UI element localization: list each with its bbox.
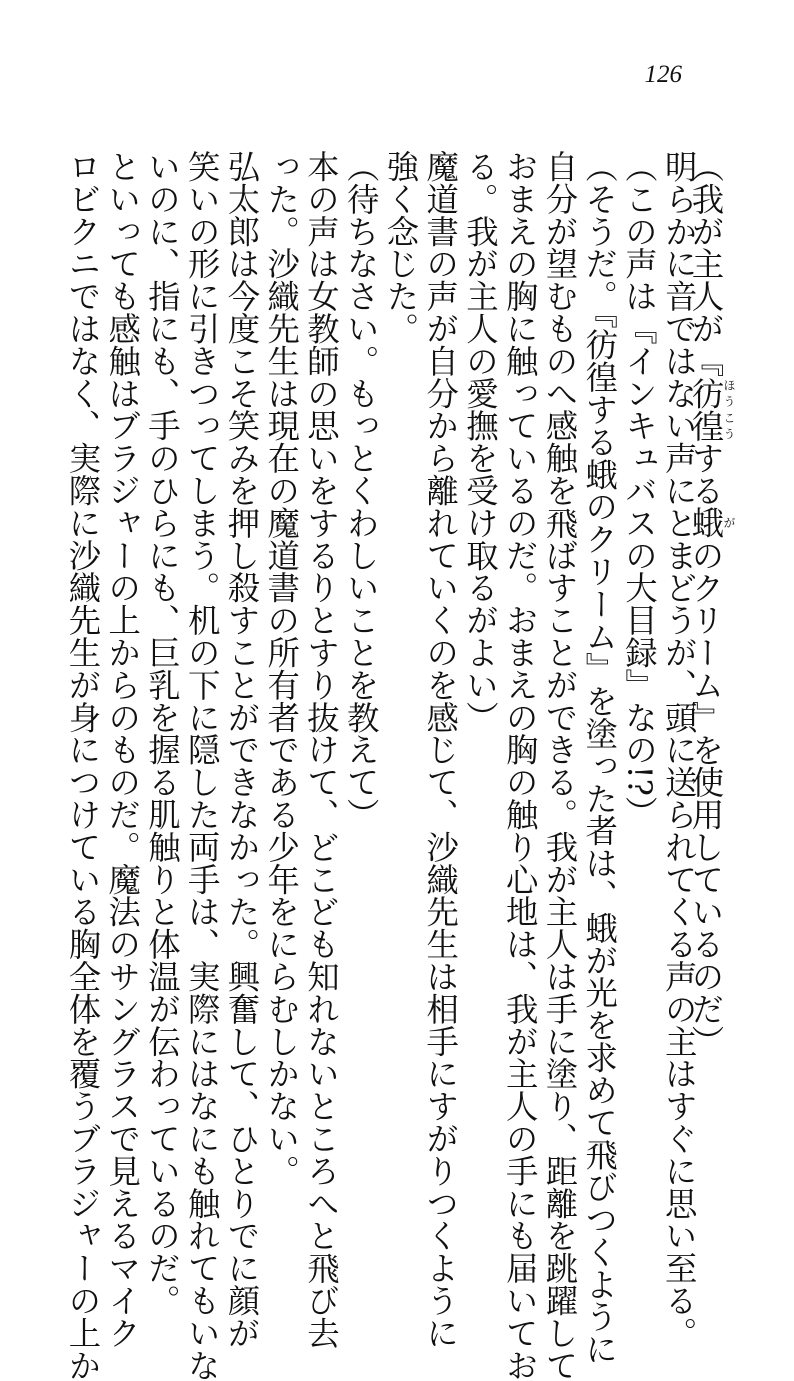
- page-number: 126: [644, 61, 682, 88]
- text-line: （この声は『インキュバスの大目録』なの!?）: [620, 150, 659, 829]
- body-text: [64, 150, 736, 1381]
- text-line: （我が主人が『彷徨ほうこうする蛾がのクリーム』を使用しているのだ）: [687, 150, 736, 1058]
- text-line: 自分が望むものへ感触を飛ばすことができる。我が主人は手に塗り、距離を跳躍して: [541, 150, 579, 1381]
- text-line: 明らかに音ではない声にとまどうが、頭に送られてくる声の主はすぐに思い至る。: [660, 150, 699, 1349]
- text-line: る。我が主人の愛撫を受け取るがよい）: [461, 150, 500, 734]
- ruby-word: 蛾が: [687, 506, 736, 539]
- text-line: 弘太郎は今度こそ笑みを押し殺すことができなかった。興奮して、ひとりでに顔が: [223, 150, 261, 1349]
- text-line: おまえの胸に触っているのだ。おまえの胸の触り心地は、我が主人の手にも届いてお: [501, 150, 540, 1381]
- text-line: った。沙織先生は現在の魔道書の所有者である少年をにらむしかない。: [262, 150, 301, 1187]
- text-line: 笑いの形に引きつってしまう。机の下に隠した両手は、実際にはなにも触れてもいな: [183, 150, 222, 1381]
- text-line: いのに、指にも、手のひらにも、巨乳を握る肌触りと体温が伝わっているのだ。: [143, 150, 182, 1317]
- text-line: 強く念じた。: [382, 150, 420, 345]
- text-line: （待ちなさい。もっとくわしいことを教えて）: [342, 150, 381, 831]
- text-line: 本の声は女教師の思いをするりとすり抜けて、どこども知れないところへと飛び去: [302, 150, 341, 1349]
- text-line: といっても感触はブラジャーの上からのものだ。魔法のサングラスで見えるマイク: [103, 150, 142, 1349]
- ruby-word: 彷徨ほうこう: [687, 376, 736, 442]
- text-line: （そうだ。『彷徨する蛾のクリーム』を塗った者は、蛾が光を求めて飛びつくように: [580, 150, 619, 1365]
- text-line: ロビクニではなく、実際に沙織先生が身につけている胸全体を覆うブラジャーの上か: [64, 150, 102, 1381]
- text-line: 魔道書の声が自分から離れていくのを感じて、沙織先生は相手にすがりつくように: [421, 150, 460, 1349]
